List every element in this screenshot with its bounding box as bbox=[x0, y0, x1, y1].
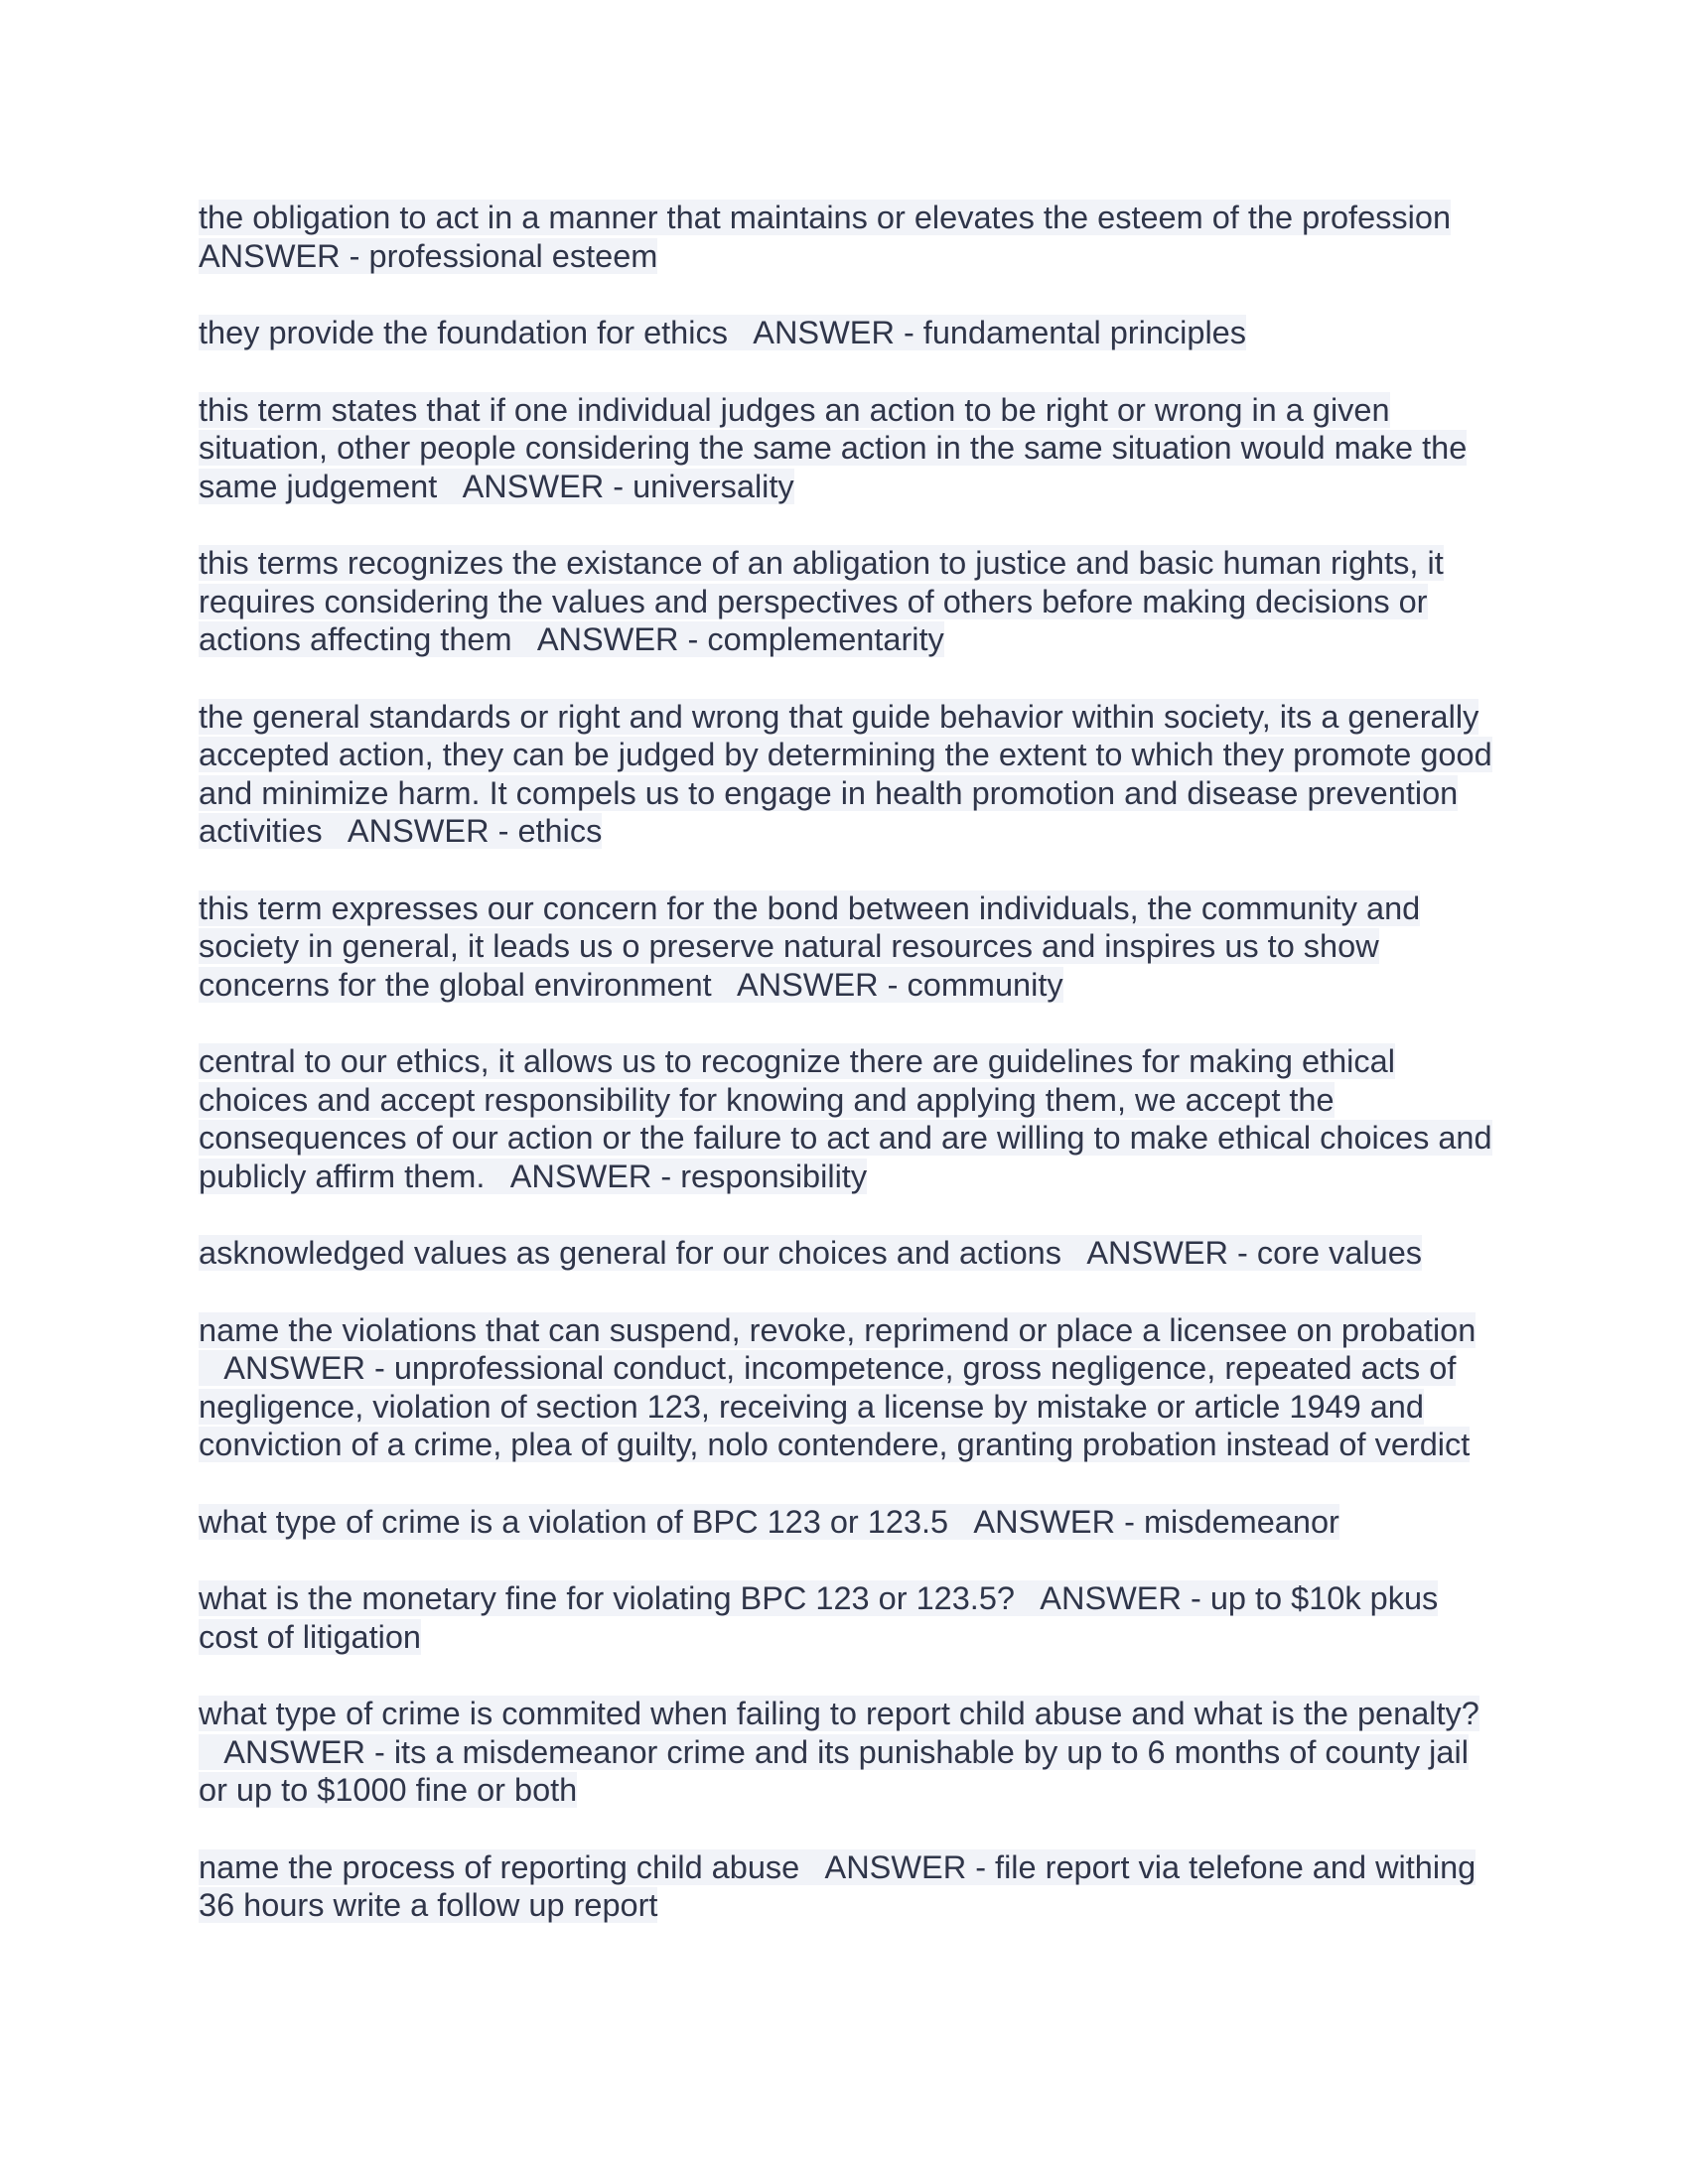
qa-item bbox=[199, 314, 1499, 352]
qa-item bbox=[199, 698, 1499, 851]
qa-item bbox=[199, 1579, 1499, 1656]
qa-question: what type of crime is a violation of BPC 123 or 123.5 bbox=[199, 1503, 949, 1540]
qa-question: central to our ethics, it allows us to recognize there are guidelines for making ethical choices and accept responsibility for knowing and applying them, we accept the consequences of our action or the failure to act and are willing to make ethical choices and publicly affirm them. bbox=[199, 1043, 1492, 1194]
qa-answer: ANSWER - responsibility bbox=[509, 1158, 868, 1194]
qa-question: name the process of reporting child abuse bbox=[199, 1848, 800, 1885]
qa-answer: ANSWER - ethics bbox=[347, 813, 603, 849]
qa-question: the obligation to act in a manner that maintains or elevates the esteem of the profession bbox=[199, 200, 1452, 235]
qa-item bbox=[199, 1311, 1499, 1464]
qa-answer: ANSWER - its a misdemeanor crime and its punishable by up to 6 months of county jail or up to $1000 fine or both bbox=[199, 1733, 1469, 1808]
qa-list bbox=[199, 199, 1499, 1964]
qa-item bbox=[199, 1234, 1499, 1273]
qa-answer: ANSWER - complementarity bbox=[536, 621, 944, 657]
qa-question: name the violations that can suspend, revoke, reprimend or place a licensee on probation bbox=[199, 1311, 1477, 1348]
qa-question: what type of crime is commited when failing to report child abuse and what is the penalty? bbox=[199, 1696, 1479, 1731]
qa-item bbox=[199, 1695, 1499, 1810]
qa-question: what is the monetary fine for violating BPC 123 or 123.5? bbox=[199, 1580, 1015, 1616]
qa-answer: ANSWER - unprofessional conduct, incompetence, gross negligence, repeated acts of negligence, violation of section 123, receiving a license by mistake or article 1949 and conviction of a crime, plea of guilty, nolo contendere, granting probation instead of verdict bbox=[199, 1350, 1471, 1462]
qa-item bbox=[199, 544, 1499, 659]
qa-question: this term states that if one individual judges an action to be right or wrong in a given situation, other people considering the same action in the same situation would make the same judgement bbox=[199, 391, 1468, 504]
qa-answer: ANSWER - misdemeanor bbox=[973, 1503, 1339, 1540]
qa-answer: ANSWER - community bbox=[736, 966, 1063, 1003]
qa-answer: ANSWER - universality bbox=[462, 468, 794, 504]
qa-question: they provide the foundation for ethics bbox=[199, 315, 728, 350]
qa-answer: ANSWER - file report via telefone and withing 36 hours write a follow up report bbox=[199, 1848, 1477, 1923]
qa-answer: ANSWER - up to $10k pkus cost of litigation bbox=[199, 1580, 1439, 1655]
qa-item bbox=[199, 199, 1499, 275]
qa-question: this terms recognizes the existance of an abligation to justice and basic human rights, it requires considering the values and perspectives of others before making decisions or actions affecting them bbox=[199, 545, 1444, 657]
qa-item bbox=[199, 1848, 1499, 1925]
qa-answer: ANSWER - fundamental principles bbox=[753, 315, 1247, 350]
qa-answer: ANSWER - professional esteem bbox=[199, 237, 658, 274]
qa-question: the general standards or right and wrong that guide behavior within society, its a generally accepted action, they can be judged by determining the extent to which they promote good and minimize harm. It compels us to engage in health promotion and disease prevention activities bbox=[199, 698, 1492, 849]
qa-item bbox=[199, 1042, 1499, 1195]
qa-item bbox=[199, 889, 1499, 1005]
qa-answer: ANSWER - core values bbox=[1086, 1235, 1423, 1271]
qa-item bbox=[199, 391, 1499, 506]
qa-question: asknowledged values as general for our choices and actions bbox=[199, 1235, 1062, 1271]
qa-item bbox=[199, 1503, 1499, 1542]
qa-question: this term expresses our concern for the bond between individuals, the community and society in general, it leads us o preserve natural resources and inspires us to show concerns for the global environment bbox=[199, 889, 1421, 1003]
